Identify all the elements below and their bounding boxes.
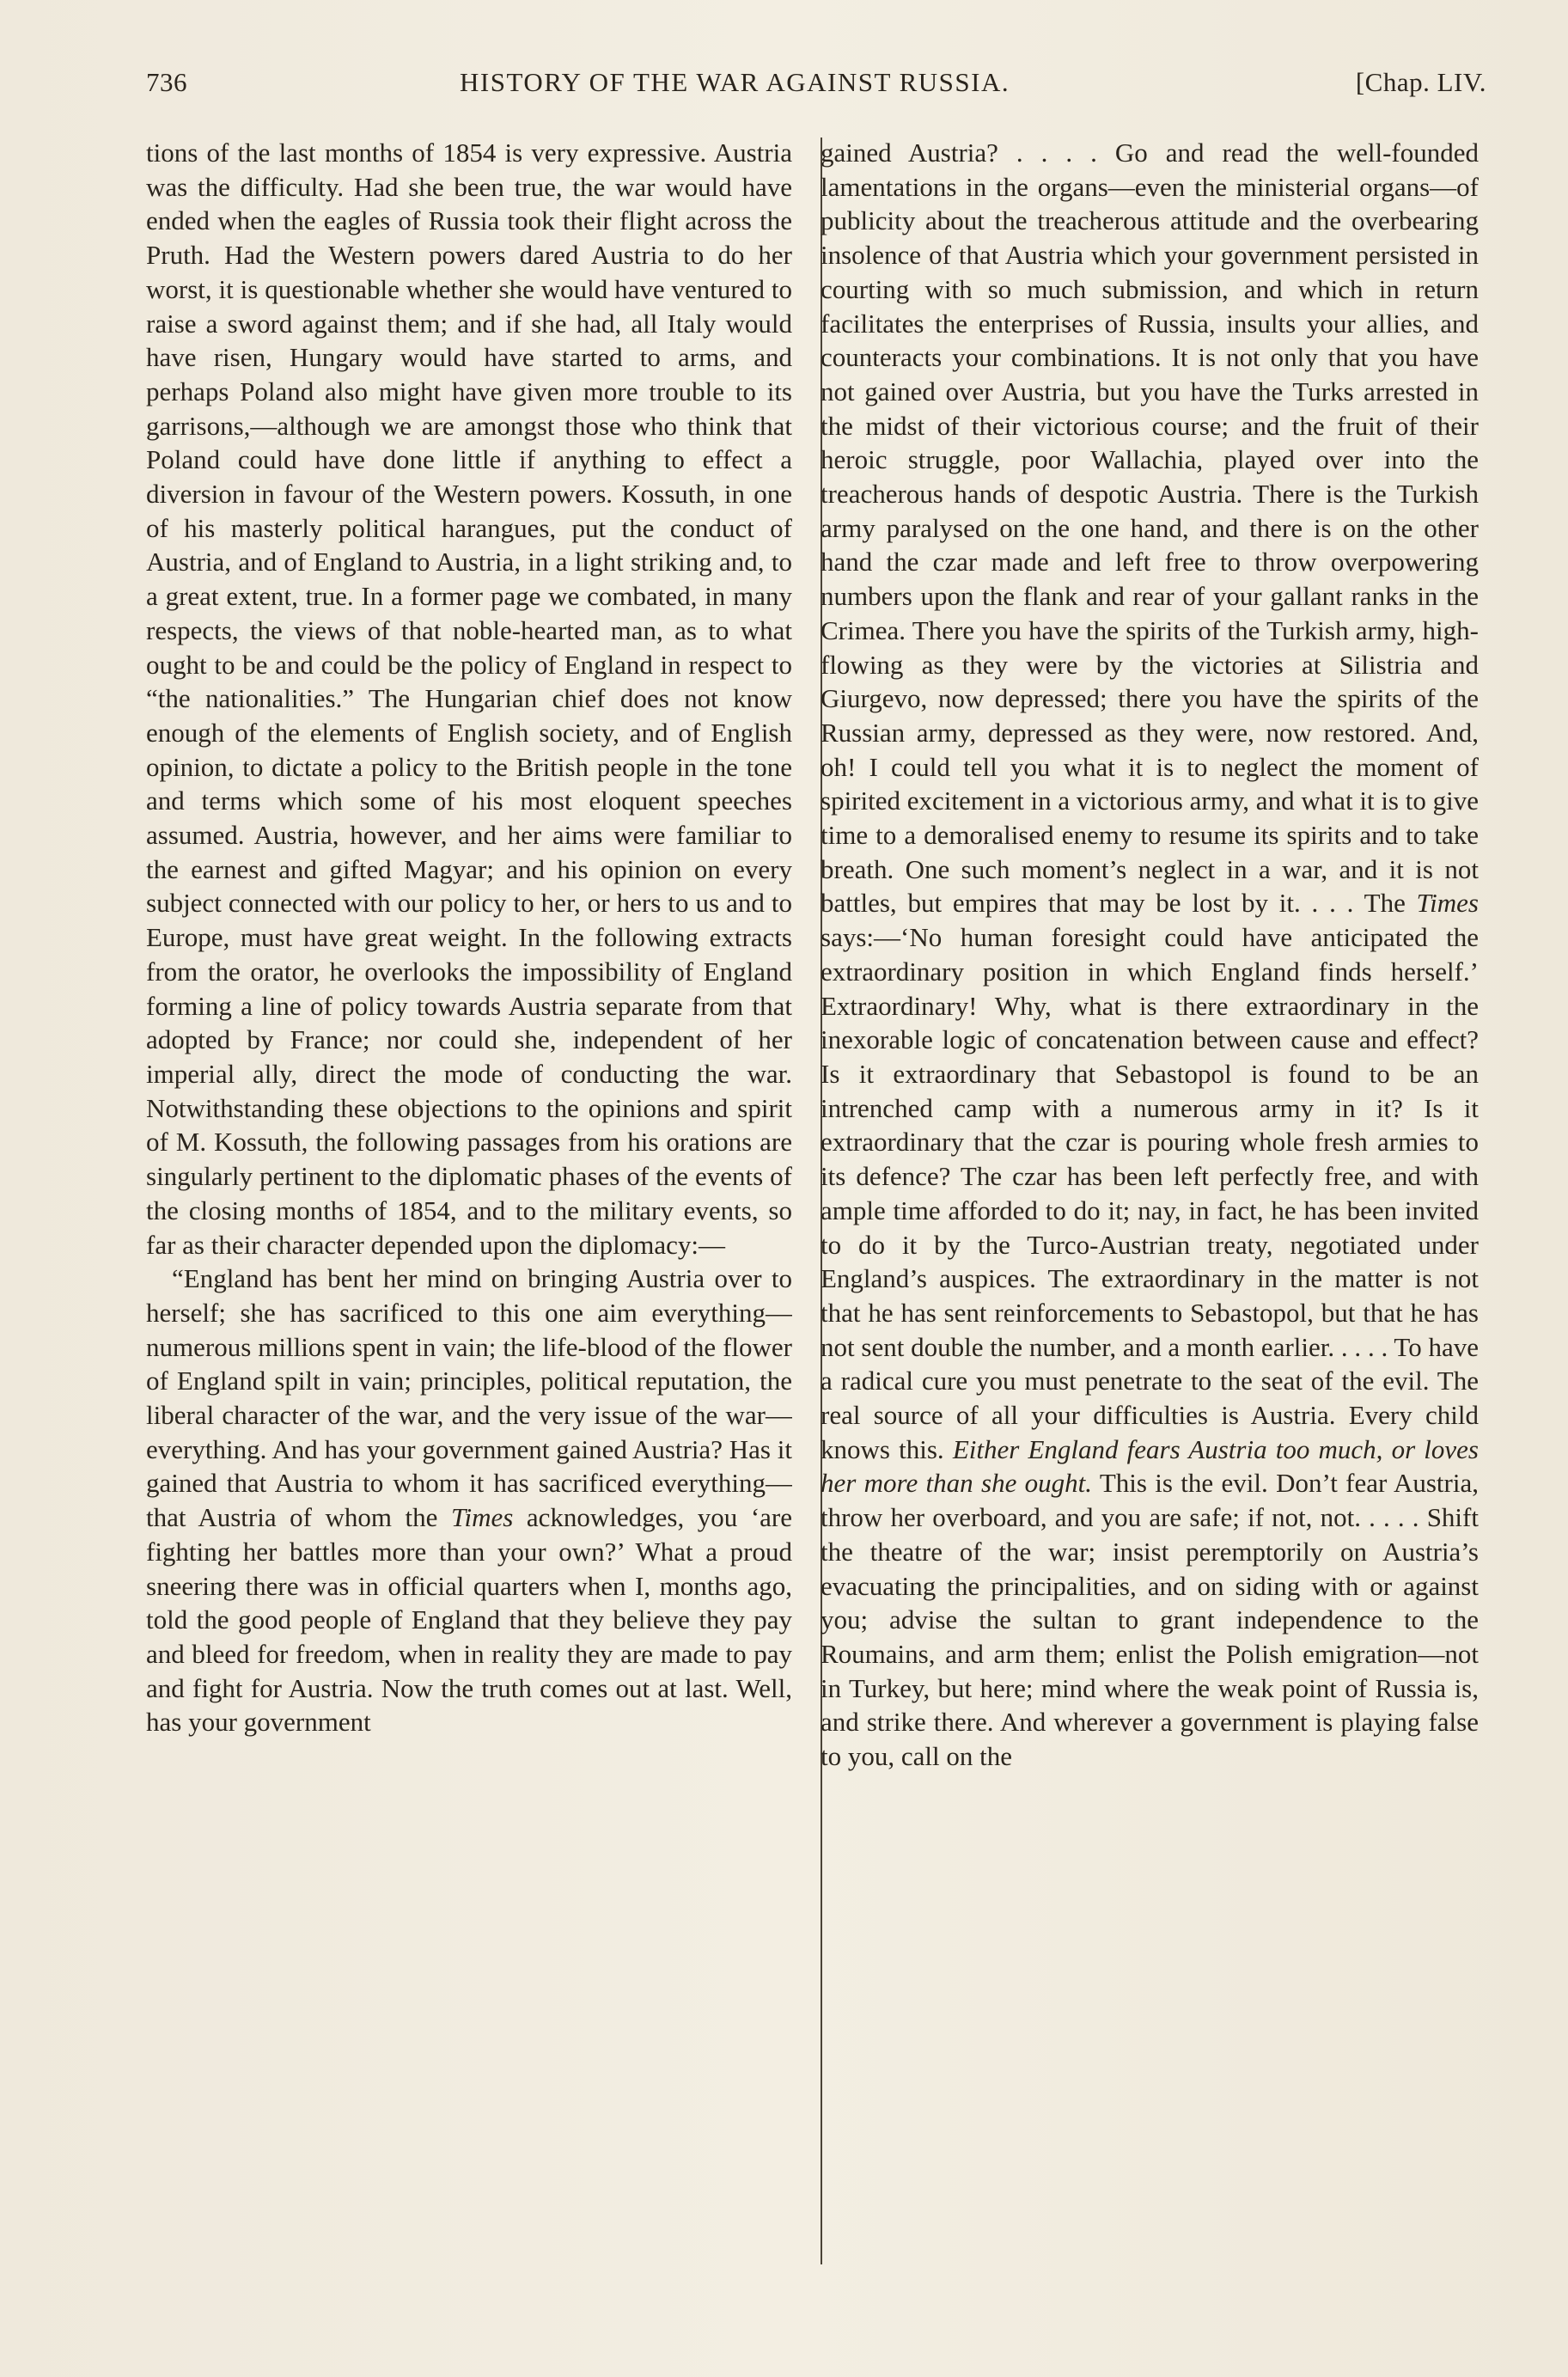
left-column	[146, 136, 792, 2267]
right-part-b: says:—‘No human foresight could have anticipated the extraordinary position in which England finds herself.’ Extraordinary! Why, what is there extraordinary in the inexorable logic of concatenation between cause and effect? Is it extraordinary that Sebastopol is found to be an intrenched camp with a numerous army in it? Is it extraordinary that the czar is pouring whole fresh armies to its defence? The czar has been left perfectly free, and with ample time afforded to do it; nay, in fact, he has been invited to do it by the Turco-Austrian treaty, negotiated under England’s auspices. The extraordinary in the matter is not that he has sent reinforcements to Sebastopol, but that he has not sent double the number, and a month earlier. . . . . To have a radical cure you must penetrate to the seat of the evil. The real source of all your difficulties is Austria. Every child knows this.	[821, 922, 1479, 1464]
right-paragraph	[821, 136, 1479, 1774]
italic-emphasis: Either England fears Austria too much, or loves her more than she ought.	[821, 1433, 1479, 1499]
right-part-a: gained Austria? . . . . Go and read the well-founded lamentations in the organs—even the ministerial organs—of publicity about the treacherous attitude and the overbearing insolence of that Austria which your government persisted in courting with so much submission, and which in return facilitates the enterprises of Russia, insults your allies, and counteracts your combinations. It is not only that you have not gained over Austria, but you have the Turks arrested in the midst of their victorious course; and the fruit of their heroic struggle, poor Wallachia, played over into the treacherous hands of despotic Austria. There is the Turkish army paralysed on the one hand, and there is on the other hand the czar made and left free to throw overpowering numbers upon the flank and rear of your gallant ranks in the Crimea. There you have the spirits of the Turkish army, high-flowing as they were by the victories at Silistria and Giurgevo, now depressed; there you have the spirits of the Russian army, depressed as they were, now restored. And, oh! I could tell you what it is to neglect the moment of spirited excitement in a victorious army, and what it is to give time to a demoralised enemy to resume its spirits and to take breath. One such moment’s neglect in a war, and it is not battles, but empires that may be lost by it. . . . The	[821, 137, 1479, 919]
chapter-label: [Chap. LIV.	[1355, 67, 1486, 97]
quote-part-b: acknowledges, you ‘are fighting her battles more than your own?’ What a proud sneering there was in official quarters when I, months ago, told the good people of England that they believe they pay and bleed for freedom, when in reality they are made to pay and fight for Austria. Now the truth comes out at last. Well, has your government	[146, 1502, 792, 1738]
right-part-c: This is the evil. Don’t fear Austria, throw her overboard, and you are safe; if not, not. . . . . Shift the theatre of the war; insist peremptorily on Austria’s evacuating the principalities, and on siding with or against you; advise the sultan to grant independence to the Roumains, and arm them; enlist the Polish emigration—not in Turkey, but here; mind where the weak point of Russia is, and strike there. And wherever a government is playing false to you, call on the	[821, 1468, 1479, 1772]
running-title: HISTORY OF THE WAR AGAINST RUSSIA.	[460, 67, 1010, 97]
quote-part-a: “England has bent her mind on bringing Austria over to herself; she has sacrificed to this one aim everything—numerous millions spent in vain; the life-blood of the flower of England spilt in vain; principles, political reputation, the liberal character of the war, and the very issue of the war—everything. And has your government gained Austria? Has it gained that Austria to whom it has sacrificed everything—that Austria of whom the	[146, 1263, 792, 1533]
running-header	[146, 67, 1486, 110]
left-paragraph-2	[146, 1262, 792, 1739]
times-title: Times	[1416, 888, 1479, 919]
right-column	[821, 136, 1479, 2267]
left-paragraph-1: tions of the last months of 1854 is very expressive. Austria was the difficulty. Had she been true, the war would have ended when the eagles of Russia took their flight across the Pruth. Had the Western powers dared Austria to do her worst, it is questionable whether she would have ventured to raise a sword against them; and if she had, all Italy would have risen, Hungary would have started to arms, and perhaps Poland also might have given more trouble to its garrisons,—although we are amongst those who think that Poland could have done little if anything to effect a diversion in favour of the Western powers. Kossuth, in one of his masterly political harangues, put the conduct of Austria, and of England to Austria, in a light striking and, to a great extent, true. In a former page we combated, in many respects, the views of that noble-hearted man, as to what ought to be and could be the policy of England in respect to “the nationalities.” The Hungarian chief does not know enough of the elements of English society, and of English opinion, to dictate a policy to the British people in the tone and terms which some of his most eloquent speeches assumed. Austria, however, and her aims were familiar to the earnest and gifted Magyar; and his opinion on every subject connected with our policy to her, or hers to us and to Europe, must have great weight. In the following extracts from the orator, he overlooks the impossibility of England forming a line of policy towards Austria separate from that adopted by France; nor could she, independent of her imperial ally, direct the mode of conducting the war. Notwithstanding these objections to the opinions and spirit of M. Kossuth, the following passages from his orations are singularly pertinent to the diplomatic phases of the events of the closing months of 1854, and to the military events, so far as their character depended upon the diplomacy:—	[146, 137, 792, 1260]
times-title: Times	[450, 1502, 514, 1533]
page-number: 736	[146, 67, 187, 97]
